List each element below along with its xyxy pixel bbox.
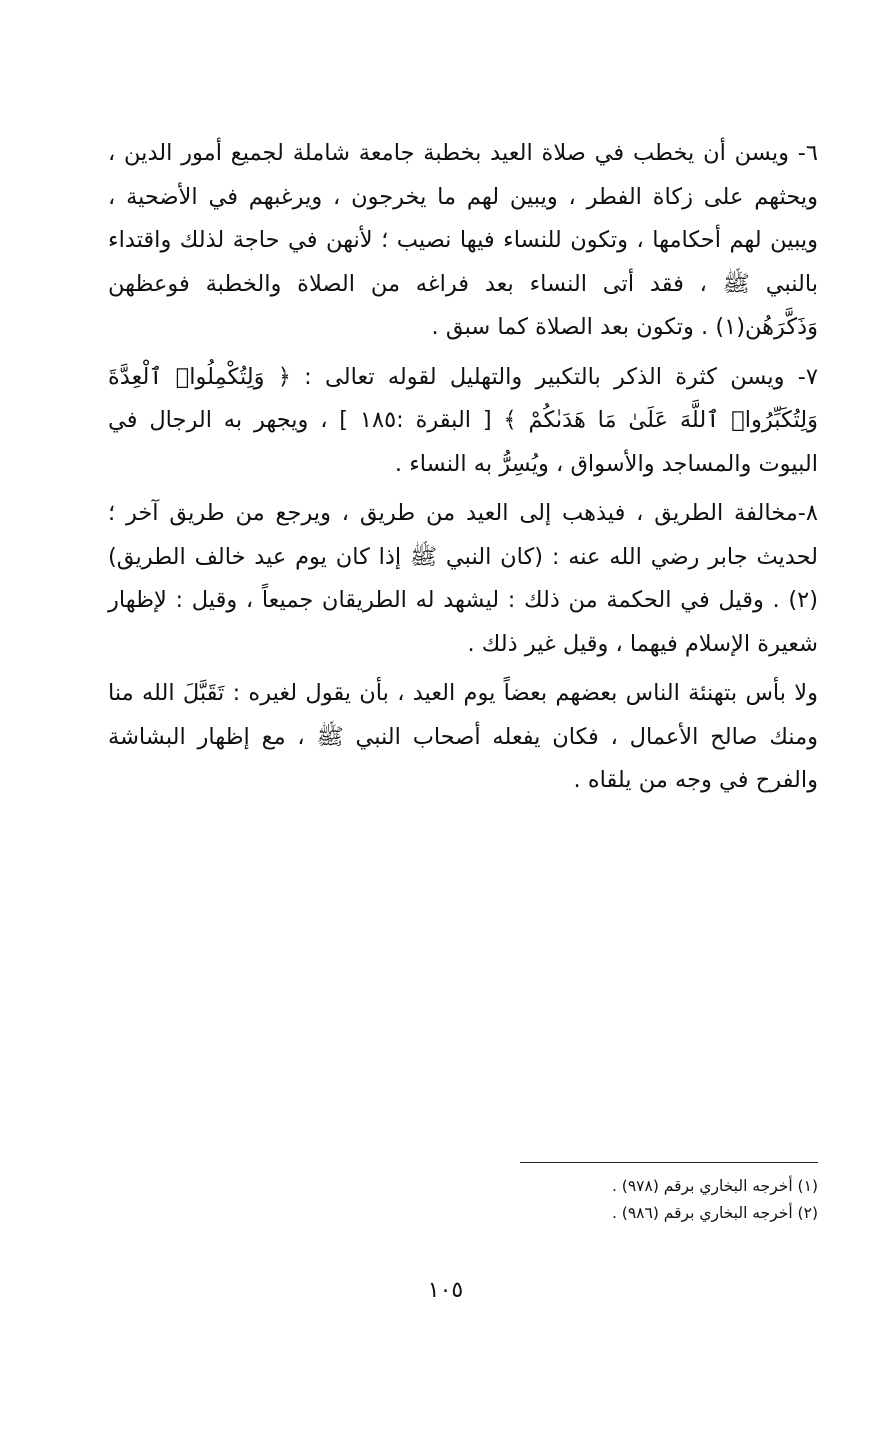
- main-text: [108, 132, 818, 809]
- footnote-2: (٢) أخرجه البخاري برقم (٩٨٦) .: [611, 1204, 818, 1222]
- paragraph-item-8: ٨-مخالفة الطريق ، فيذهب إلى العيد من طريق ، ويرجع من طريق آخر ؛ لحديث جابر رضي الله عنه : (كان النبي ﷺ إذا كان يوم عيد خالف الطريق)(٢) . وقيل في الحكمة من ذلك : ليشهد له الطريقان جميعاً ، وقيل : لإظهار شعيرة الإسلام فيهما ، وقيل غير ذلك .: [108, 500, 818, 657]
- page-number: ١٠٥: [427, 1278, 464, 1303]
- footnote-1: (١) أخرجه البخاري برقم (٩٧٨) .: [611, 1177, 818, 1195]
- paragraph-item-7: ٧- ويسن كثرة الذكر بالتكبير والتهليل لقوله تعالى : ﴿ وَلِتُكْمِلُوا۟ ٱلْعِدَّةَ وَلِتُكَبِّرُوا۟ ٱللَّهَ عَلَىٰ مَا هَدَىٰكُمْ ﴾ [ البقرة :١٨٥ ] ، ويجهر به الرجال في البيوت والمساجد والأسواق ، ويُسِرُّ به النساء .: [108, 363, 818, 477]
- paragraph-greeting: ولا بأس بتهنئة الناس بعضهم بعضاً يوم العيد ، بأن يقول لغيره : تَقَبَّلَ الله منا ومنك صالح الأعمال ، فكان يفعله أصحاب النبي ﷺ ، مع إظهار البشاشة والفرح في وجه من يلقاه .: [108, 680, 818, 793]
- paragraph-item-6: ٦- ويسن أن يخطب في صلاة العيد بخطبة جامعة شاملة لجميع أمور الدين ، ويحثهم على زكاة الفطر ، ويبين لهم ما يخرجون ، ويرغبهم في الأضحية ، ويبين لهم أحكامها ، وتكون للنساء فيها نصيب ؛ لأنهن في حاجة لذلك واقتداء بالنبي ﷺ ، فقد أتى النساء بعد فراغه من الصلاة والخطبة فوعظهن وَذَكَّرَهُن(١) . وتكون بعد الصلاة كما سبق .: [108, 140, 818, 340]
- footnotes: [520, 1162, 818, 1227]
